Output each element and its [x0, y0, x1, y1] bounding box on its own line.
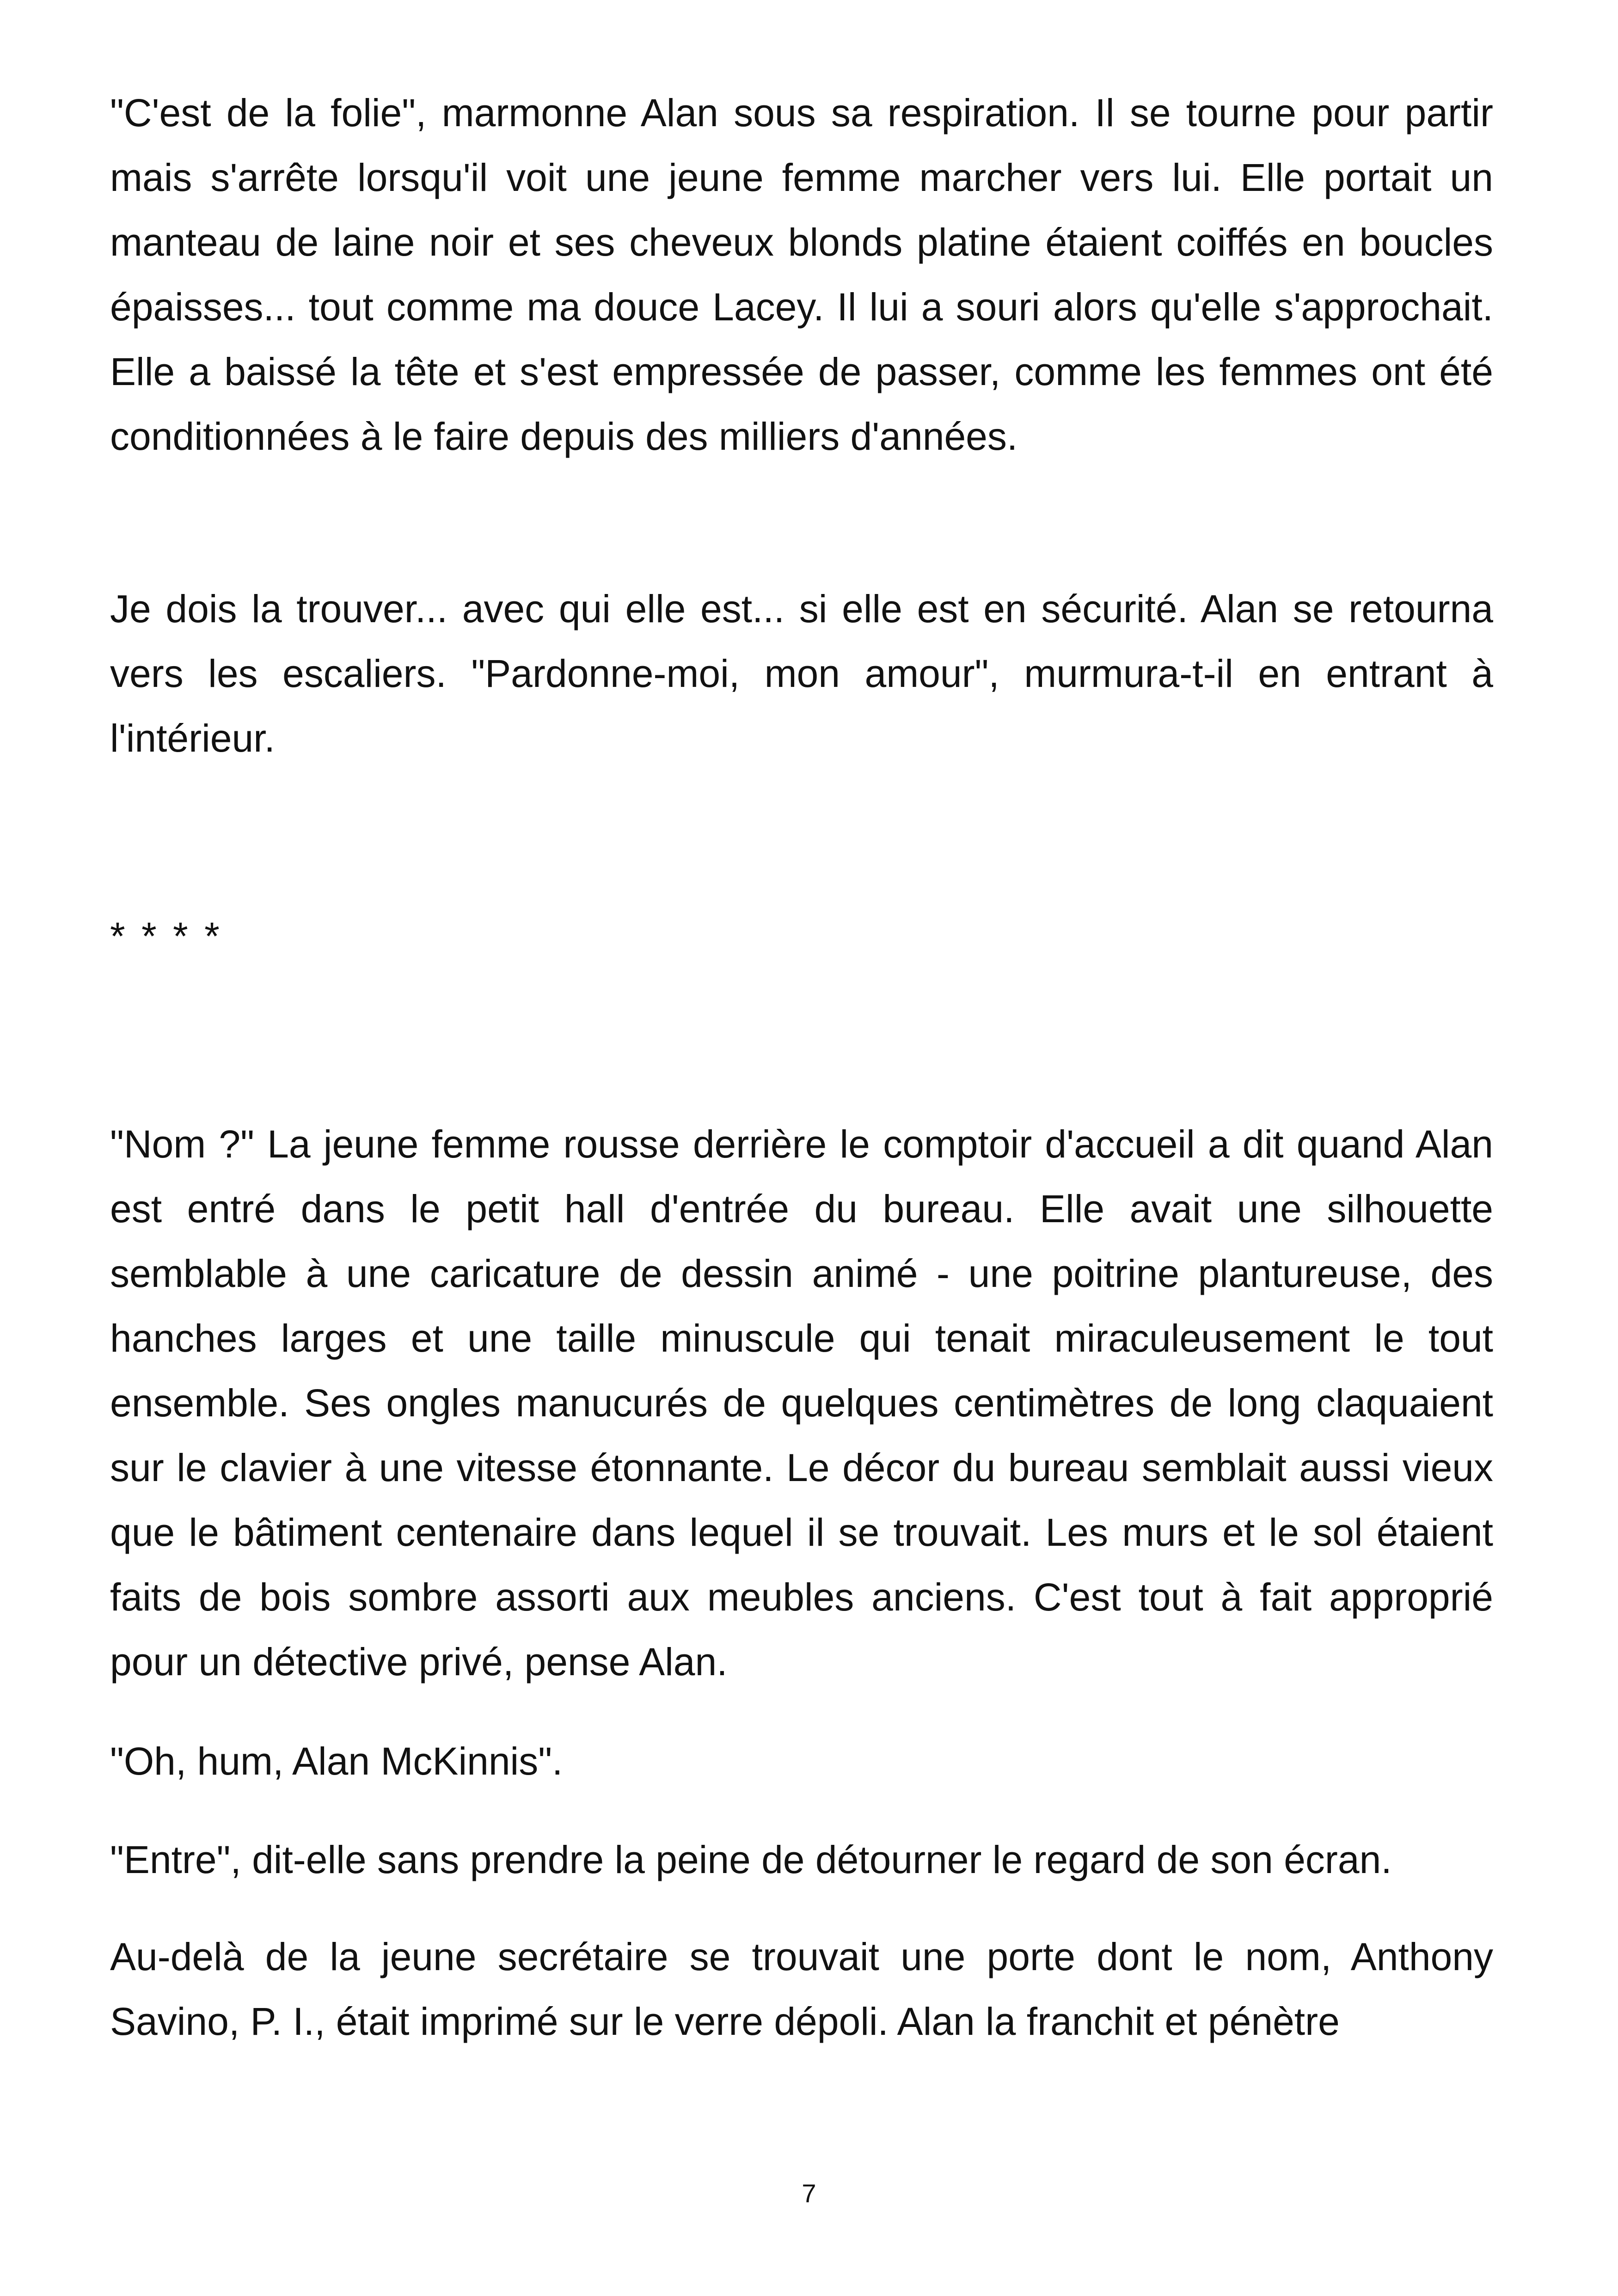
scene-separator: * * * *: [110, 914, 222, 958]
paragraph-1: "C'est de la folie", marmonne Alan sous sa respiration. Il se tourne pour partir mais s'arrête lorsqu'il voit une jeune femme marcher vers lui. Elle portait un manteau de laine noir et ses cheveux blonds platine étaient coiffés en boucles épaisses... tout comme ma douce Lacey. Il lui a souri alors qu'elle s'approchait. Elle a baissé la tête et s'est empressée de passer, comme les femmes ont été conditionnées à le faire depuis des milliers d'années.: [110, 91, 1493, 458]
paragraph-4: "Oh, hum, Alan McKinnis".: [110, 1739, 563, 1783]
paragraph-6: Au-delà de la jeune secrétaire se trouvait une porte dont le nom, Anthony Savino, P. I., était imprimé sur le verre dépoli. Alan la franchit et pénètre: [110, 1935, 1493, 2043]
paragraph-2: Je dois la trouver... avec qui elle est... si elle est en sécurité. Alan se retourna vers les escaliers. "Pardonne-moi, mon amour", murmura-t-il en entrant à l'intérieur.: [110, 587, 1493, 760]
paragraph-3: "Nom ?" La jeune femme rousse derrière le comptoir d'accueil a dit quand Alan est entré dans le petit hall d'entrée du bureau. Elle avait une silhouette semblable à une caricature de dessin animé - une poitrine plantureuse, des hanches larges et une taille minuscule qui tenait miraculeusement le tout ensemble. Ses ongles manucurés de quelques centimètres de long claquaient sur le clavier à une vitesse étonnante. Le décor du bureau semblait aussi vieux que le bâtiment centenaire dans lequel il se trouvait. Les murs et le sol étaient faits de bois sombre assorti aux meubles anciens. C'est tout à fait approprié pour un détective privé, pense Alan.: [110, 1122, 1493, 1684]
page-number: 7: [802, 2179, 816, 2208]
paragraph-5: "Entre", dit-elle sans prendre la peine de détourner le regard de son écran.: [110, 1838, 1392, 1881]
